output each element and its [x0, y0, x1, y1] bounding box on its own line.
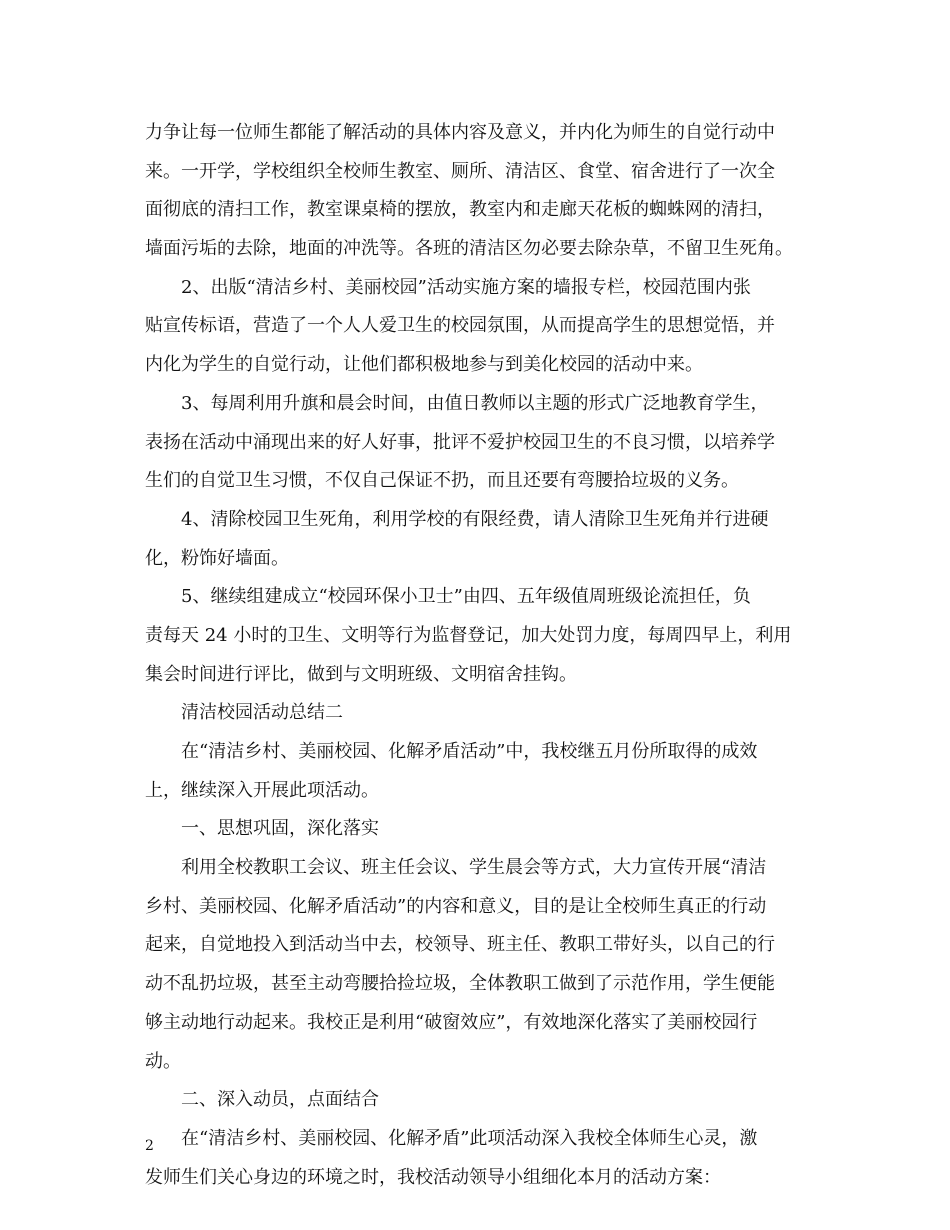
text-line: 发师生们关心身边的环境之时，我校活动领导小组细化本月的活动方案： [145, 1166, 721, 1188]
text-line: 上，继续深入开展此项活动。 [145, 779, 379, 801]
text-line: 5、继续组建成立“校园环保小卫士”由四、五年级值周班级论流担任，负 [181, 586, 751, 608]
text-line: 够主动地行动起来。我校正是利用“破窗效应”，有效地深化落实了美丽校园行 [145, 1011, 758, 1033]
text-line: 2、出版“清洁乡村、美丽校园”活动实施方案的墙报专栏，校园范围内张 [181, 276, 751, 298]
text-line: 二、深入动员，点面结合 [181, 1089, 379, 1111]
body-text [145, 114, 815, 1197]
text-line: 3、每周利用升旗和晨会时间，由值日教师以主题的形式广泛地教育学生， [181, 392, 769, 414]
text-line: 起来，自觉地投入到活动当中去，校领导、班主任、教职工带好头，以自己的行 [145, 934, 775, 956]
text-line: 集会时间进行评比，做到与文明班级、文明宿舍挂钩。 [145, 663, 577, 685]
page-number: 2 [145, 1138, 154, 1154]
text-line: 4、清除校园卫生死角，利用学校的有限经费，请人清除卫生死角并行进硬 [181, 508, 769, 530]
text-line: 清洁校园活动总结二 [181, 702, 343, 724]
text-line: 贴宣传标语，营造了一个人人爱卫生的校园氛围，从而提高学生的思想觉悟，并 [145, 315, 775, 337]
text-line: 化，粉饰好墙面。 [145, 547, 289, 569]
text-line: 利用全校教职工会议、班主任会议、学生晨会等方式，大力宣传开展“清洁 [181, 857, 767, 879]
text-line: 来。一开学，学校组织全校师生教室、厕所、清洁区、食堂、宿舍进行了一次全 [145, 160, 775, 182]
text-line: 乡村、美丽校园、化解矛盾活动”的内容和意义，目的是让全校师生真正的行动 [145, 895, 767, 917]
text-line: 墙面污垢的去除，地面的冲洗等。各班的清洁区勿必要去除杂草，不留卫生死角。 [145, 238, 793, 260]
text-line: 责每天 24 小时的卫生、文明等行为监督登记，加大处罚力度，每周四早上，利用 [145, 624, 792, 646]
text-line: 内化为学生的自觉行动，让他们都积极地参与到美化校园的活动中来。 [145, 354, 703, 376]
text-line: 生们的自觉卫生习惯，不仅自己保证不扔，而且还要有弯腰拾垃圾的义务。 [145, 470, 739, 492]
text-line: 力争让每一位师生都能了解活动的具体内容及意义，并内化为师生的自觉行动中 [145, 122, 775, 143]
text-line: 表扬在活动中涌现出来的好人好事，批评不爱护校园卫生的不良习惯，以培养学 [145, 431, 775, 453]
text-line: 在“清洁乡村、美丽校园、化解矛盾”此项活动深入我校全体师生心灵，激 [181, 1127, 758, 1149]
text-line: 动。 [145, 1050, 181, 1072]
text-line: 动不乱扔垃圾，甚至主动弯腰拾捡垃圾，全体教职工做到了示范作用，学生便能 [145, 973, 775, 995]
text-line: 一、思想巩固，深化落实 [181, 818, 379, 840]
text-line: 在“清洁乡村、美丽校园、化解矛盾活动”中，我校继五月份所取得的成效 [181, 741, 758, 762]
text-line: 面彻底的清扫工作，教室课桌椅的摆放，教室内和走廊天花板的蜘蛛网的清扫， [145, 199, 775, 221]
